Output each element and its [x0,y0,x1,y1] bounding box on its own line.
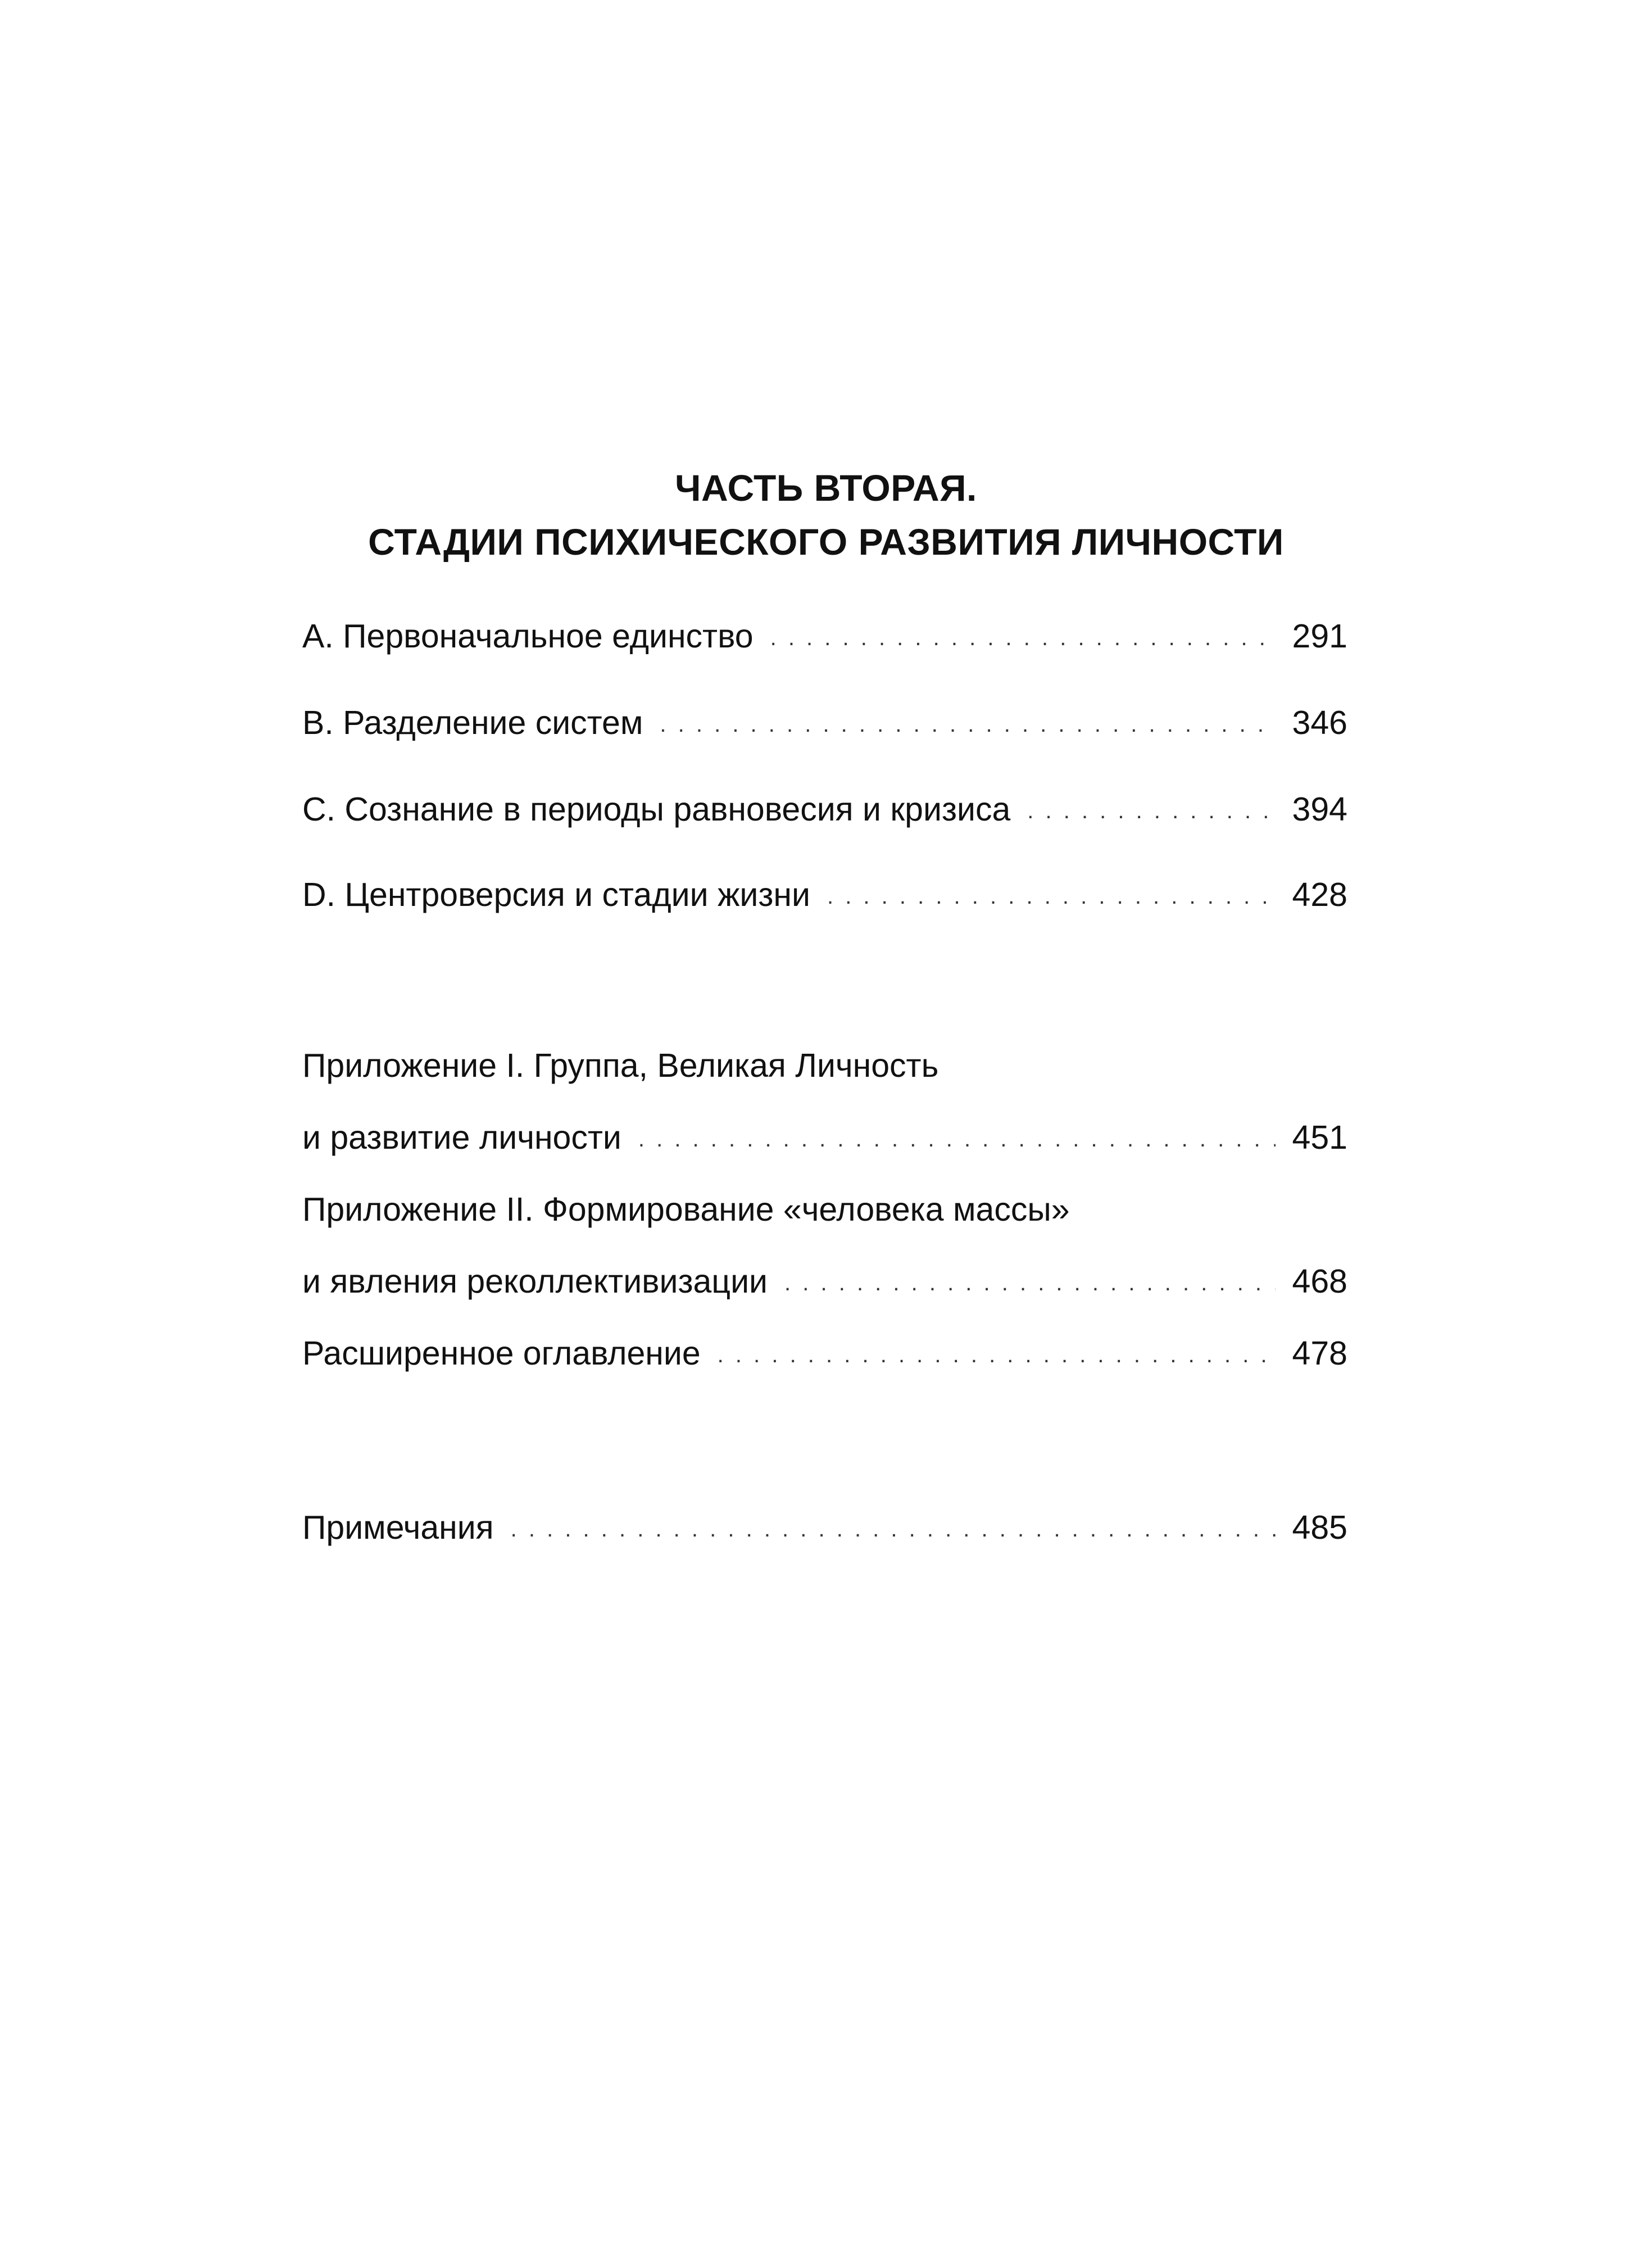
toc-entry-d[interactable] [302,876,1347,937]
toc-entry-page: 485 [1292,1509,1347,1546]
dot-leader [770,626,1276,651]
toc-entry-page: 291 [1292,618,1347,655]
dot-leader [784,1271,1276,1296]
toc-entry-label: и развитие личности [302,1119,621,1156]
toc-entry-label: C. Сознание в периоды равновесия и кризиса [302,791,1011,828]
toc-entry-c[interactable] [302,790,1347,852]
dot-leader [660,712,1276,737]
dot-leader [638,1127,1276,1152]
toc-appendix-title: Приложение II. Формирование «человека массы» [302,1191,1070,1228]
part-title: ЧАСТЬ ВТОРАЯ. [675,467,977,509]
part-heading [0,461,1652,569]
toc-entry-label: B. Разделение систем [302,704,643,741]
toc-appendix-title: Приложение I. Группа, Великая Личность [302,1047,939,1084]
dot-leader [1027,799,1276,824]
dot-leader [827,884,1276,909]
toc-entry-page: 428 [1292,876,1347,913]
toc-entry-page: 346 [1292,704,1347,741]
toc-entry-a[interactable] [302,617,1347,679]
toc-entry-label: и явления реколлективизации [302,1263,768,1300]
toc-entry-label: Расширенное оглавление [302,1335,701,1372]
toc-appendix-2[interactable] [302,1190,1347,1325]
toc-entry-page: 451 [1292,1119,1347,1156]
toc-entry-label: A. Первоначальное единство [302,618,754,655]
toc-entry-page: 478 [1292,1335,1347,1372]
dot-leader [511,1517,1276,1542]
toc-notes[interactable] [302,1508,1347,1570]
toc-appendix-1[interactable] [302,1046,1347,1181]
toc-entry-page: 468 [1292,1263,1347,1300]
toc-entry-label: Примечания [302,1509,494,1546]
toc-extended-contents[interactable] [302,1334,1347,1396]
toc-entry-page: 394 [1292,791,1347,828]
dot-leader [718,1343,1276,1368]
toc-entry-b[interactable] [302,704,1347,765]
toc-entry-label: D. Центроверсия и стадии жизни [302,876,810,913]
part-subtitle: СТАДИИ ПСИХИЧЕСКОГО РАЗВИТИЯ ЛИЧНОСТИ [368,521,1284,563]
